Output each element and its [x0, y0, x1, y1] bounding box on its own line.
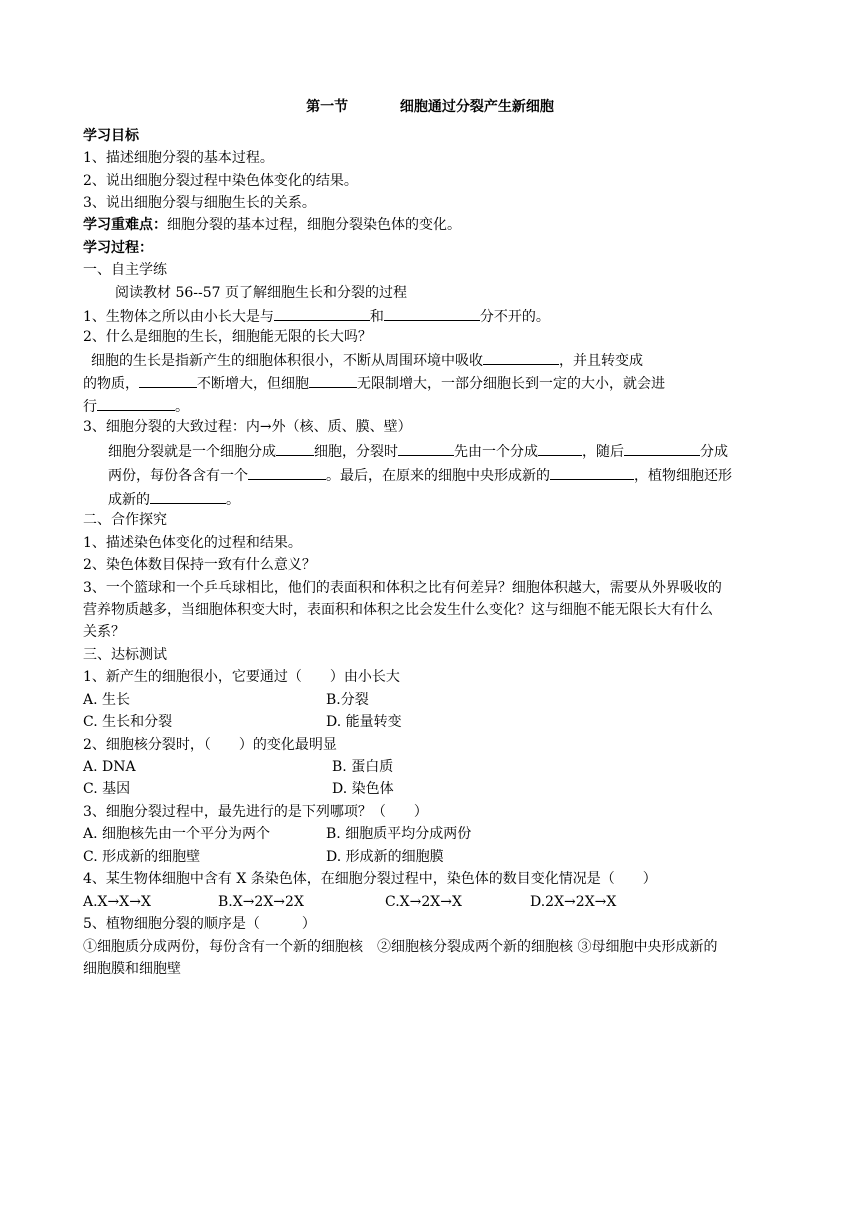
answer-blank[interactable] [624, 441, 700, 456]
goal-item: 1、描述细胞分裂的基本过程。 [83, 150, 274, 166]
part2-heading: 二、合作探究 [83, 512, 167, 528]
goals-heading: 学习目标 [83, 128, 139, 144]
quiz-q5-statements: ①细胞质分成两份，每份含有一个新的细胞核 ②细胞核分裂成两个新的细胞核 ③母细胞中央形成新的 [83, 939, 718, 955]
q2-text: 不断增大，但细胞 [197, 376, 309, 392]
answer-blank[interactable] [150, 489, 226, 504]
answer-blank[interactable] [538, 441, 582, 456]
answer-blank[interactable] [483, 350, 559, 365]
part1-q3-line1 [108, 441, 728, 461]
part1-q2-line3 [83, 396, 189, 416]
quiz-q5-statements: 细胞膜和细胞壁 [83, 961, 181, 977]
quiz-option[interactable]: C.X→2X→X [385, 894, 462, 910]
q3-text: 成新的 [108, 492, 150, 508]
process-heading: 学习过程： [83, 240, 153, 256]
quiz-option[interactable]: A. DNA [83, 759, 136, 775]
section-name: 细胞通过分裂产生新细胞 [399, 99, 554, 115]
quiz-option[interactable]: B.X→2X→2X [218, 894, 304, 910]
part1-q3-line2 [108, 465, 732, 485]
q2-text: 行 [83, 399, 97, 415]
answer-blank[interactable] [97, 396, 175, 411]
q3-text: 。 [226, 492, 240, 508]
section-number: 第一节 [306, 99, 349, 115]
part1-heading: 一、自主学练 [83, 262, 167, 278]
part2-item: 2、染色体数目保持一致有什么意义？ [83, 557, 316, 573]
q2-text: 。 [175, 399, 189, 415]
q2-text: 的物质， [83, 376, 139, 392]
quiz-option[interactable]: B.分裂 [326, 692, 369, 708]
part1-q1 [83, 306, 550, 326]
q1-text: 和 [369, 309, 384, 325]
q3-text: 先由一个分成 [454, 444, 538, 460]
quiz-option[interactable]: D. 形成新的细胞膜 [326, 849, 444, 865]
quiz-q5: 5、植物细胞分裂的顺序是（ ） [83, 916, 316, 932]
part2-item: 1、描述染色体变化的过程和结果。 [83, 535, 302, 551]
quiz-option[interactable]: D. 能量转变 [326, 714, 402, 730]
goal-item: 3、说出细胞分裂与细胞生长的关系。 [83, 195, 316, 211]
answer-blank[interactable] [309, 373, 357, 388]
q3-text: 细胞，分裂时 [314, 444, 398, 460]
quiz-option[interactable]: A. 生长 [83, 692, 131, 708]
answer-blank[interactable] [276, 441, 314, 456]
part1-q2-line2 [83, 373, 665, 393]
part1-q2: 2、什么是细胞的生长，细胞能无限的长大吗？ [83, 329, 372, 345]
part2-item: 3、一个篮球和一个乒乓球相比，他们的表面积和体积之比有何差异？细胞体积越大，需要从外界吸收的 [83, 580, 722, 596]
reading-instruction: 阅读教材 56--57 页了解细胞生长和分裂的过程 [115, 285, 407, 301]
quiz-option[interactable]: A.X→X→X [83, 894, 151, 910]
quiz-option[interactable]: C. 生长和分裂 [83, 714, 173, 730]
part1-q3: 3、细胞分裂的大致过程：内→外（核、质、膜、壁） [83, 419, 412, 435]
answer-blank[interactable] [398, 441, 454, 456]
quiz-q4: 4、某生物体细胞中含有 X 条染色体，在细胞分裂过程中，染色体的数目变化情况是（ ） [83, 871, 657, 887]
q1-text: 1、生物体之所以由小长大是与 [83, 309, 274, 325]
part1-q3-line3 [108, 489, 240, 509]
answer-blank[interactable] [550, 465, 634, 480]
quiz-option[interactable]: B. 蛋白质 [332, 759, 394, 775]
q2-text: 无限制增大，一部分细胞长到一定的大小，就会进 [357, 376, 665, 392]
quiz-option[interactable]: A. 细胞核先由一个平分为两个 [83, 826, 271, 842]
quiz-q2: 2、细胞核分裂时，（ ）的变化最明显 [83, 737, 337, 753]
part2-item: 营养物质越多，当细胞体积变大时，表面积和体积之比会发生什么变化？这与细胞不能无限长大有什么 [83, 602, 713, 618]
q2-text: ，并且转变成 [559, 353, 643, 369]
goal-item: 2、说出细胞分裂过程中染色体变化的结果。 [83, 173, 358, 189]
quiz-option[interactable]: C. 形成新的细胞壁 [83, 849, 201, 865]
key-points-label: 学习重难点： [83, 217, 167, 233]
quiz-q3: 3、细胞分裂过程中，最先进行的是下列哪项？（ ） [83, 804, 428, 820]
quiz-option[interactable]: B. 细胞质平均分成两份 [326, 826, 472, 842]
part3-heading: 三、达标测试 [83, 647, 167, 663]
answer-blank[interactable] [274, 306, 370, 321]
answer-blank[interactable] [384, 306, 480, 321]
key-points [83, 216, 461, 234]
q3-text: ，植物细胞还形 [634, 468, 732, 484]
answer-blank[interactable] [139, 373, 197, 388]
q1-text: 分不开的。 [479, 309, 550, 325]
answer-blank[interactable] [248, 465, 326, 480]
part2-item: 关系？ [83, 624, 125, 640]
quiz-option[interactable]: D. 染色体 [332, 781, 394, 797]
q2-text: 细胞的生长是指新产生的细胞体积很小，不断从周围环境中吸收 [91, 353, 483, 369]
page-title [0, 96, 860, 116]
q3-text: 分成 [700, 444, 728, 460]
q3-text: 。最后，在原来的细胞中央形成新的 [326, 468, 550, 484]
q3-text: 两份，每份各含有一个 [108, 468, 248, 484]
q3-text: ，随后 [582, 444, 624, 460]
key-points-text: 细胞分裂的基本过程，细胞分裂染色体的变化。 [167, 217, 461, 233]
part1-q2-line1 [91, 350, 643, 370]
q3-text: 细胞分裂就是一个细胞分成 [108, 444, 276, 460]
quiz-q1: 1、新产生的细胞很小，它要通过（ ）由小长大 [83, 669, 400, 685]
quiz-option[interactable]: D.2X→2X→X [530, 894, 617, 910]
quiz-option[interactable]: C. 基因 [83, 781, 131, 797]
